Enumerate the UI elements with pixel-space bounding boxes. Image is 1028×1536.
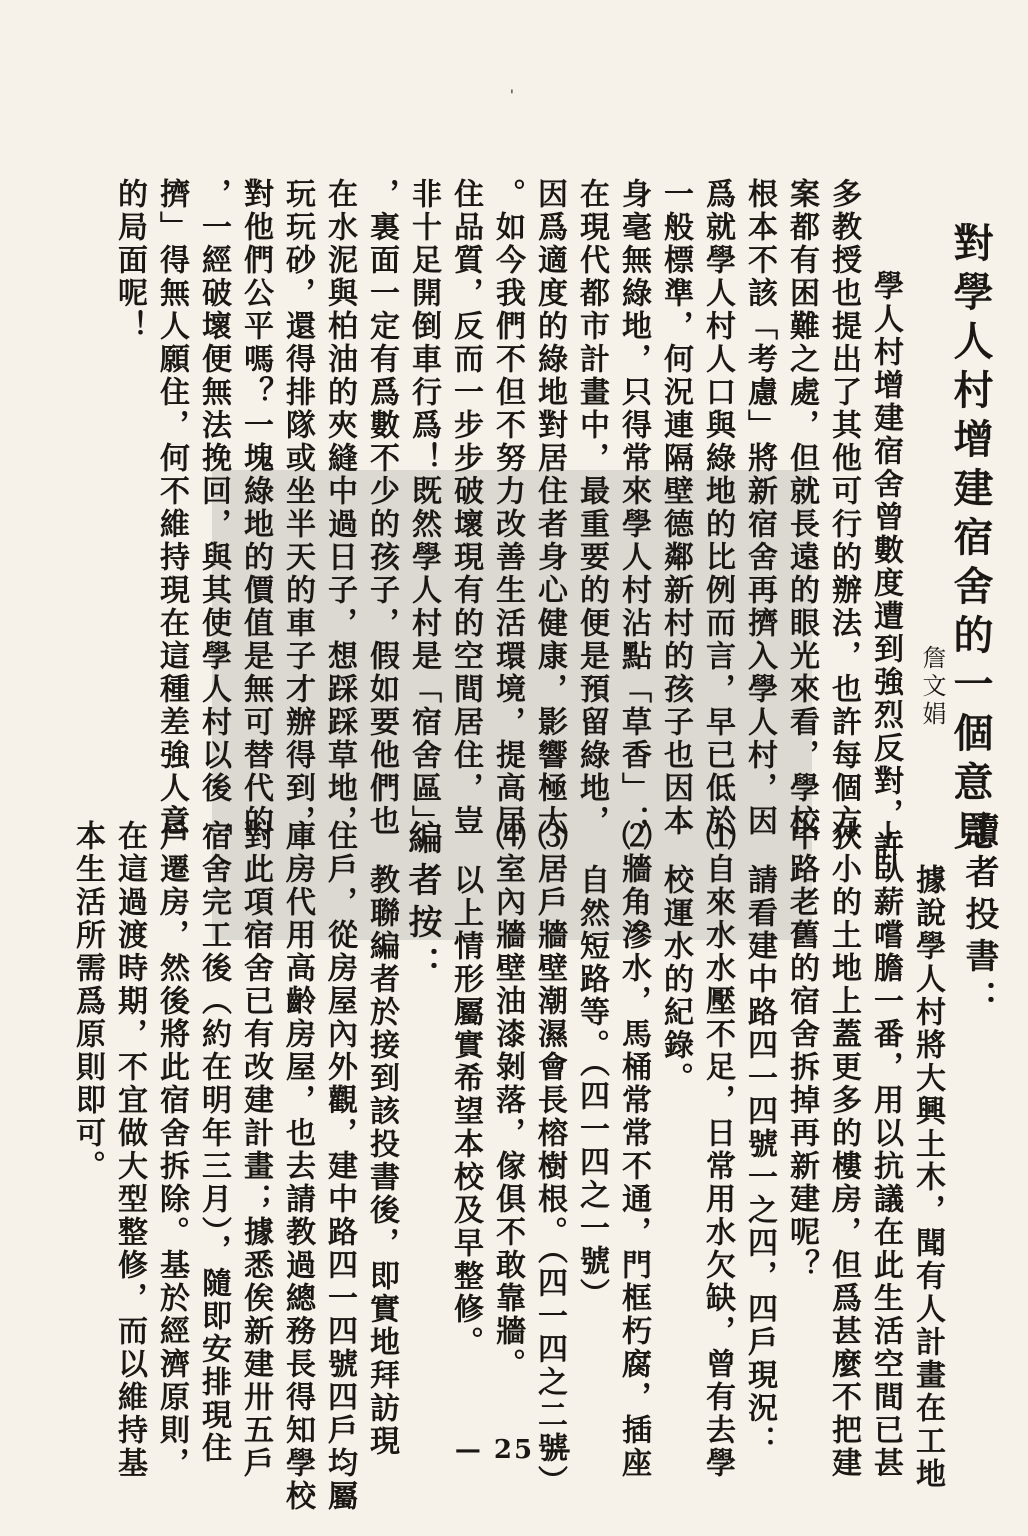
letter-col-10: ⑶居戶牆壁潮濕會長榕樹根。（四一四之二號） <box>532 820 567 1498</box>
letter-col-6: ⑴自來水水壓不足，日常用水欠缺，曾有去學 <box>700 820 735 1480</box>
editor-col-6: 戶遷房，然後將此宿舍拆除。基於經濟原則， <box>154 820 189 1480</box>
article1-col-4: 根本不該「考慮」將新宿舍再擠入學人村，因 <box>742 178 777 838</box>
letter-col-2: 上臥薪嚐膽一番，用以抗議在此生活空間已甚 <box>868 820 903 1480</box>
editor-col-3: 庫房代用高齡房屋，也去請教過總務長得知學校 <box>280 820 315 1513</box>
editor-col-8: 本生活所需爲原則即可。 <box>70 820 105 1183</box>
editor-col-4: 對此項宿舍已有改建計畫；據悉俟新建卅五戶 <box>238 820 273 1480</box>
editor-col-1: 教聯編者於接到該投書後，即實地拜訪現 <box>364 864 399 1458</box>
letter-col-12: 以上情形屬實希望本校及早整修。 <box>448 864 483 1359</box>
article1-col-6: 一般標準，何況連隔壁德鄰新村的孩子也因本 <box>658 178 693 838</box>
article1-col-2: 多教授也提出了其他可行的辦法，也許每個方 <box>826 178 861 838</box>
letter-col-8: ⑵牆角滲水，馬桶常常不通，門框朽腐，插座 <box>616 820 651 1480</box>
article1-col-14: 在水泥與柏油的夾縫中過日子，想踩踩草地， <box>322 178 357 838</box>
article1-col-10: 。如今我們不但不努力改善生活環境，提高居 <box>490 178 525 838</box>
article-author: 詹文娟 <box>918 645 946 729</box>
article1-col-15: 玩玩砂，還得排隊或坐半天的車子才辦得到， <box>280 178 315 838</box>
letter-col-3: 狹小的土地上蓋更多的樓房，但爲甚麼不把建 <box>826 820 861 1480</box>
page-mark: ' <box>510 88 514 104</box>
letter-col-7: 校運水的紀錄。 <box>658 864 693 1095</box>
letter-col-4: 中路老舊的宿舍拆掉再新建呢？ <box>784 820 819 1282</box>
article-title: 對學人村增建宿舍的一個意見 <box>947 222 994 859</box>
article1-col-19: 的局面呢！ <box>112 178 147 343</box>
article1-col-18: 擠」得無人願住，何不維持現在這種差強人意 <box>154 178 189 838</box>
letter-col-5: 請看建中路四一四號一之四，四戶現況： <box>742 864 777 1458</box>
letter-col-11: ⑷室內牆壁油漆剝落，傢俱不敢靠牆。 <box>490 820 525 1381</box>
editor-col-5: 宿舍完工後（約在明年三月），隨即安排現住 <box>196 820 231 1465</box>
editor-col-7: 在這過渡時期，不宜做大型整修，而以維持基 <box>112 820 147 1480</box>
article1-col-1: 學人村增建宿舍曾數度遭到強烈反對，許 <box>868 270 903 864</box>
article1-col-3: 案都有困難之處，但就長遠的眼光來看，學校 <box>784 178 819 838</box>
editor-note-heading: 編者按： <box>402 820 442 988</box>
page-number: — 25 — <box>454 1435 574 1465</box>
article1-col-7: 身毫無綠地，只得常來學人村沾點「草香」； <box>616 178 651 838</box>
article1-col-12: 非十足開倒車行爲！既然學人村是「宿舍區」 <box>406 178 441 838</box>
editor-col-2: 住戶，從房屋內外觀，建中路四一四號四戶均屬 <box>322 820 357 1513</box>
article1-col-13: ，裏面一定有爲數不少的孩子，假如要他們也 <box>364 178 399 838</box>
reader-letter-heading: 讀者投書： <box>959 812 999 1022</box>
article1-col-17: ，一經破壞便無法挽回，與其使學人村以後「 <box>196 178 231 838</box>
article1-col-5: 爲就學人村人口與綠地的比例而言，早已低於 <box>700 178 735 838</box>
article1-col-9: 因爲適度的綠地對居住者身心健康，影響極大 <box>532 178 567 838</box>
article1-col-16: 對他們公平嗎？一塊綠地的價值是無可替代的 <box>238 178 273 838</box>
letter-col-1: 據說學人村將大興土木，聞有人計畫在工地 <box>910 864 945 1491</box>
article1-col-8: 在現代都市計畫中，最重要的便是預留綠地， <box>574 178 609 838</box>
letter-col-9: 自然短路等。（四一四之一號） <box>574 864 609 1311</box>
article1-col-11: 住品質，反而一步步破壞現有的空間居住，豈 <box>448 178 483 838</box>
